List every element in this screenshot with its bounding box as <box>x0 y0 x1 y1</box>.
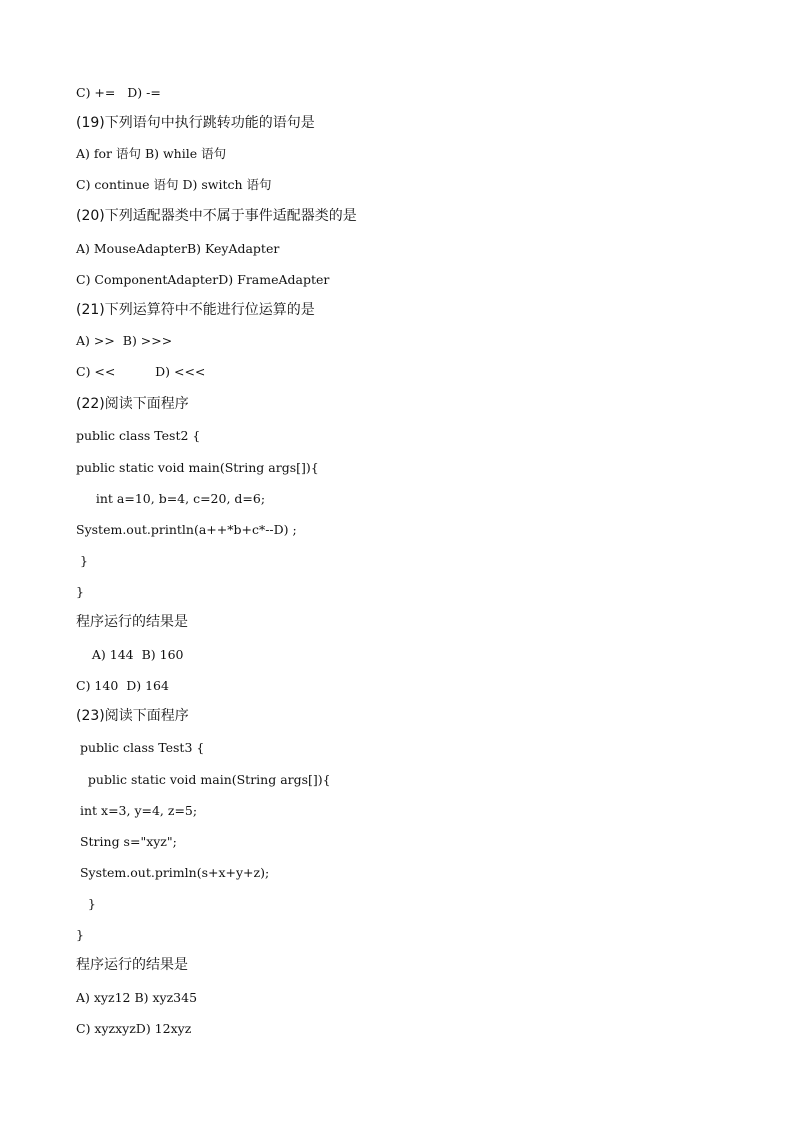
option-line-20-cd: C) ComponentAdapterD) FrameAdapter <box>76 272 330 287</box>
code-line: int x=3, y=4, z=5; <box>76 803 198 818</box>
option-line-19-ab: A) for 语句 B) while 语句 <box>76 146 227 161</box>
code-line: } <box>76 927 84 942</box>
code-line: System.out.println(a++*b+c*--D) ; <box>76 522 297 537</box>
code-line: System.out.primln(s+x+y+z); <box>76 865 270 880</box>
question-19: (19)下列语句中执行跳转功能的语句是 <box>76 115 315 131</box>
result-prompt-23: 程序运行的结果是 <box>76 957 188 973</box>
option-line-19-cd: C) continue 语句 D) switch 语句 <box>76 177 272 192</box>
option-line-20-ab: A) MouseAdapterB) KeyAdapter <box>76 241 280 256</box>
option-line-21-ab: A) >> B) >>> <box>76 333 173 348</box>
code-line: } <box>76 584 84 599</box>
question-23: (23)阅读下面程序 <box>76 708 189 724</box>
option-line-22-ab: A) 144 B) 160 <box>76 647 184 662</box>
question-20: (20)下列适配器类中不属于事件适配器类的是 <box>76 208 357 224</box>
code-line: } <box>76 896 96 911</box>
code-line: int a=10, b=4, c=20, d=6; <box>76 491 266 506</box>
question-22: (22)阅读下面程序 <box>76 396 189 412</box>
option-line-23-ab: A) xyz12 B) xyz345 <box>76 990 198 1005</box>
result-prompt-22: 程序运行的结果是 <box>76 614 188 630</box>
code-line: public static void main(String args[]){ <box>76 460 319 475</box>
option-line-22-cd: C) 140 D) 164 <box>76 678 169 693</box>
code-line: String s="xyz"; <box>76 834 177 849</box>
option-line-21-cd: C) << D) <<< <box>76 364 206 379</box>
option-line-23-cd: C) xyzxyzD) 12xyz <box>76 1021 192 1036</box>
code-line: public class Test3 { <box>76 740 205 755</box>
code-line: public static void main(String args[]){ <box>76 772 331 787</box>
code-line: public class Test2 { <box>76 428 201 443</box>
code-line: } <box>76 553 88 568</box>
question-21: (21)下列运算符中不能进行位运算的是 <box>76 302 315 318</box>
option-line-18-cd: C) += D) -= <box>76 85 161 100</box>
